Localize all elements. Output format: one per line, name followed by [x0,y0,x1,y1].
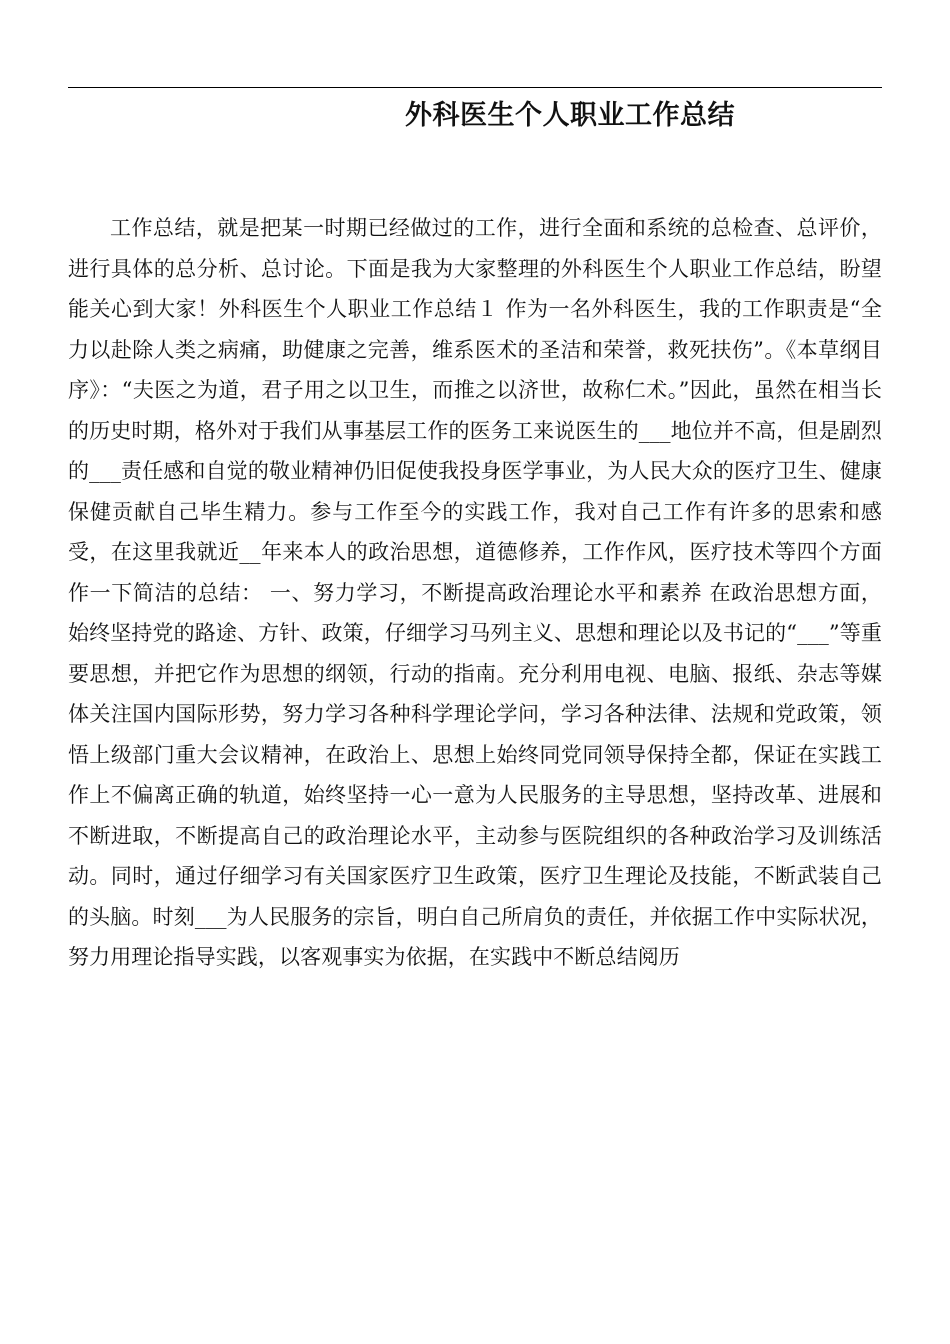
document-title: 外科医生个人职业工作总结 [405,100,735,131]
document-body: 工作总结，就是把某一时期已经做过的工作，进行全面和系统的总检查、总评价，进行具体的总分析、总讨论。下面是我为大家整理的外科医生个人职业工作总结，盼望能关心到大家！外科医生个人职业工作总结１ 作为一名外科医生，我的工作职责是“全力以赴除人类之病痛，助健康之完善，维系医术的圣洁和荣誉，救死扶伤”。《本草纲目序》：“夫医之为道，君子用之以卫生，而推之以济世，故称仁术。”因此，虽然在相当长的历史时期，格外对于我们从事基层工作的医务工来说医生的___地位并不高，但是剧烈的___责任感和自觉的敬业精神仍旧促使我投身医学事业，为人民大众的医疗卫生、健康保健贡献自己毕生精力。参与工作至今的实践工作，我对自己工作有许多的思索和感受，在这里我就近__年来本人的政治思想，道德修养，工作作风，医疗技术等四个方面作一下简洁的总结： 一、努力学习，不断提高政治理论水平和素养 在政治思想方面，始终坚持党的路途、方针、政策，仔细学习马列主义、思想和理论以及书记的“___”等重要思想，并把它作为思想的纲领，行动的指南。充分利用电视、电脑、报纸、杂志等媒体关注国内国际形势，努力学习各种科学理论学问，学习各种法律、法规和党政策，领悟上级部门重大会议精神，在政治上、思想上始终同党同领导保持全都，保证在实践工作上不偏离正确的轨道，始终坚持一心一意为人民服务的主导思想，坚持改革、进展和不断进取，不断提高自己的政治理论水平，主动参与医院组织的各种政治学习及训练活动。同时，通过仔细学习有关国家医疗卫生政策，医疗卫生理论及技能，不断武装自己的头脑。时刻___为人民服务的宗旨，明白自己所肩负的责任，并依据工作中实际状况，努力用理论指导实践，以客观事实为依据，在实践中不断总结阅历 [68,216,882,969]
header-rule [68,87,882,88]
